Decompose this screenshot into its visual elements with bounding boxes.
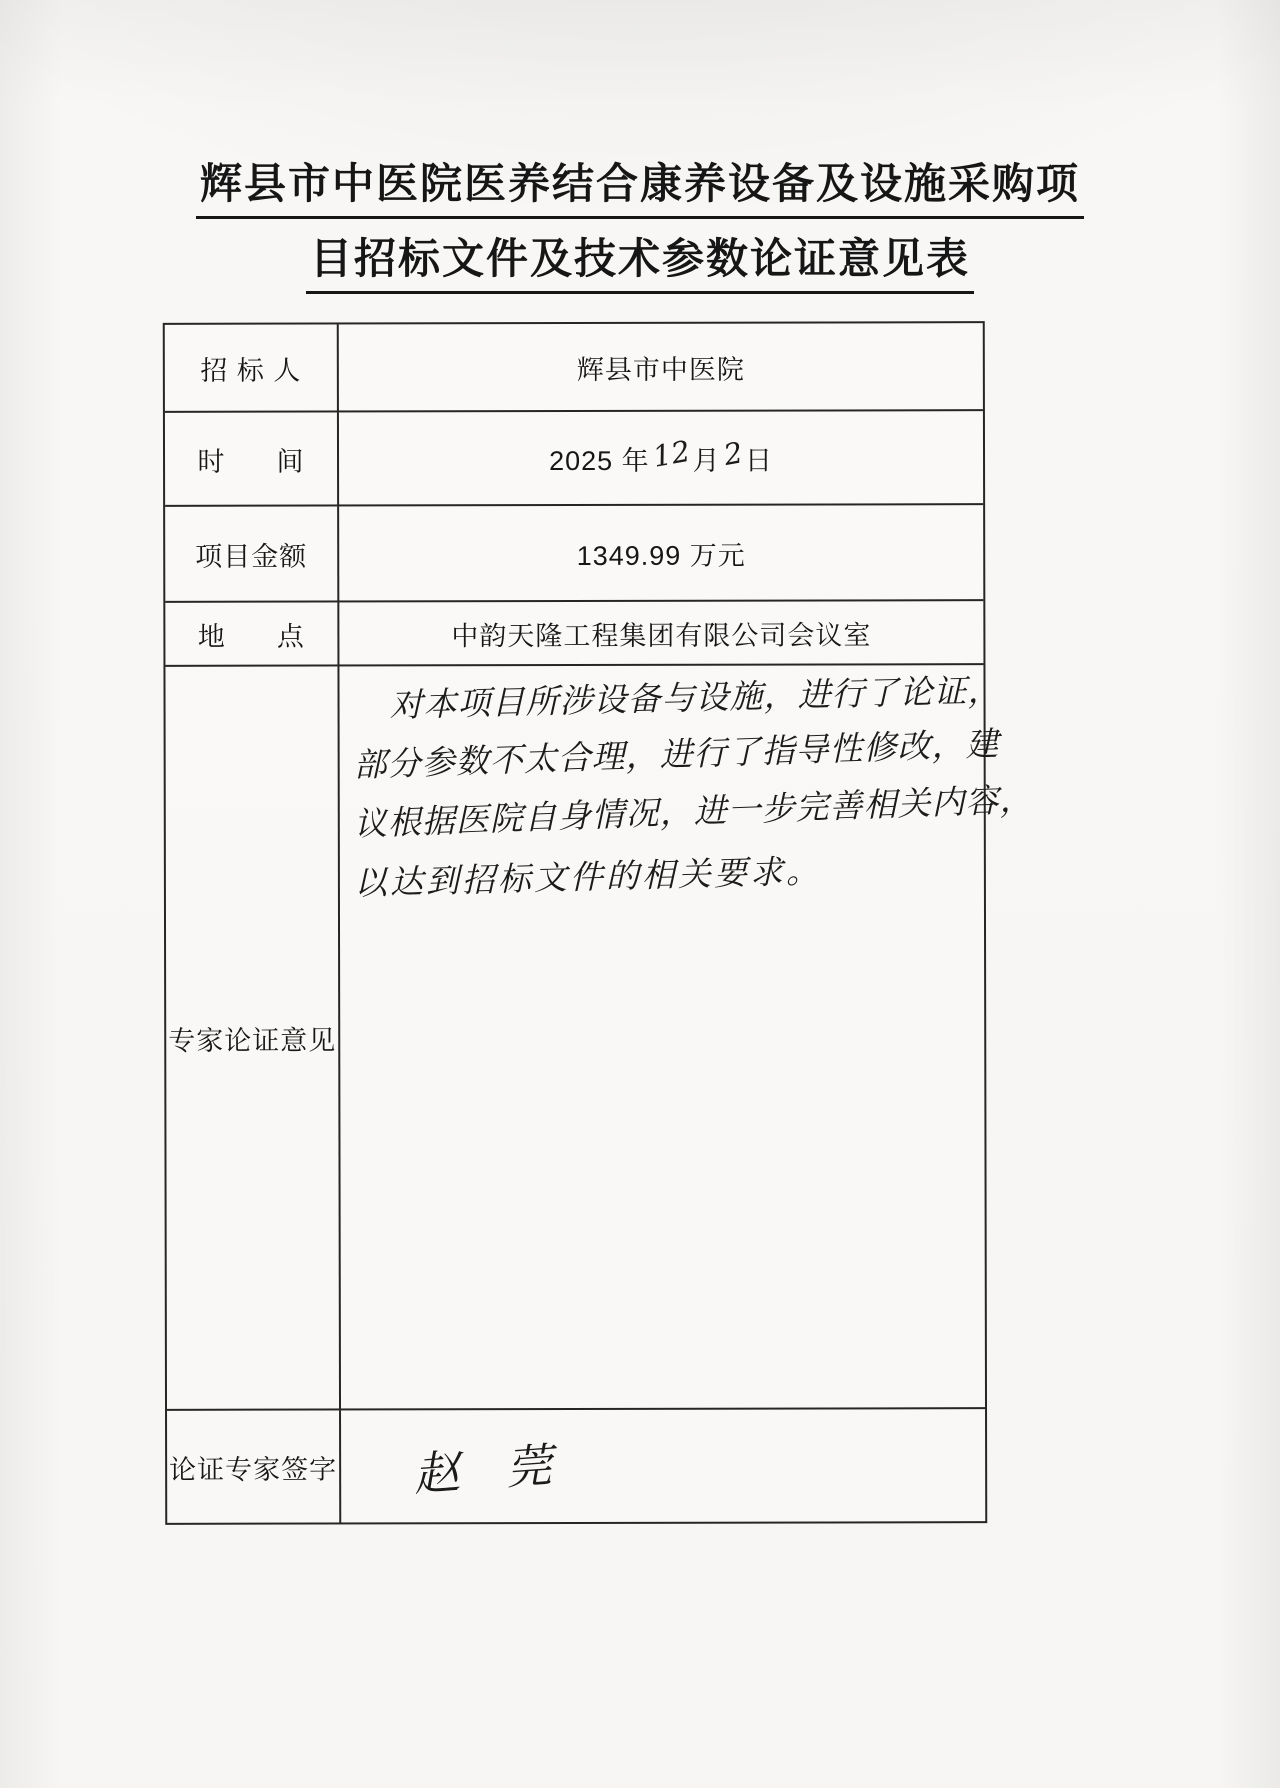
- time-month-unit: 月: [692, 445, 721, 476]
- opinion-line-2: 部分参数不太合理，进行了指导性修改，建: [353, 723, 1000, 785]
- opinion-line-4: 以达到招标文件的相关要求。: [353, 851, 823, 903]
- opinion-form-table: [163, 321, 1035, 1525]
- time-day-handwritten: 2: [720, 435, 745, 473]
- table-row-expert-signature: [167, 1409, 985, 1523]
- time-month-handwritten: 12: [649, 433, 693, 474]
- bidder-label: 招 标 人: [165, 324, 339, 410]
- opinion-line-1: 对本项目所涉设备与设施，进行了论证，: [389, 670, 1002, 725]
- table-row-expert-opinion: [165, 665, 1035, 1411]
- time-value: [339, 411, 983, 504]
- amount-label: 项目金额: [165, 506, 339, 600]
- bidder-value: 辉县市中医院: [576, 354, 745, 385]
- time-label: 时 间: [165, 412, 339, 504]
- expert-opinion-handwritten-text: [353, 670, 1053, 912]
- time-year: 2025 年: [549, 445, 650, 476]
- table-row-amount: [165, 505, 983, 603]
- document-title-line2: 目招标文件及技术参数论证意见表: [306, 227, 974, 294]
- opinion-line-3: 议根据医院自身情况，进一步完善相关内容，: [353, 779, 1035, 844]
- table-row-bidder: [165, 323, 983, 413]
- expert-signature-label: 论证专家签字: [167, 1410, 341, 1522]
- amount-value: 1349.99 万元: [576, 540, 746, 571]
- time-day-unit: 日: [744, 445, 774, 476]
- expert-opinion-value: [339, 665, 1055, 1408]
- location-value: 中韵天隆工程集团有限公司会议室: [451, 619, 872, 651]
- expert-signature-value: [341, 1409, 985, 1522]
- document-title: [0, 152, 1280, 294]
- document-title-line1: 辉县市中医院医养结合康养设备及设施采购项: [196, 152, 1084, 219]
- table-row-time: [165, 411, 983, 507]
- expert-opinion-label: 专家论证意见: [165, 666, 341, 1408]
- table-row-location: [165, 601, 983, 667]
- location-label: 地 点: [165, 602, 339, 664]
- expert-signature-handwritten: 赵 莞: [411, 1436, 570, 1502]
